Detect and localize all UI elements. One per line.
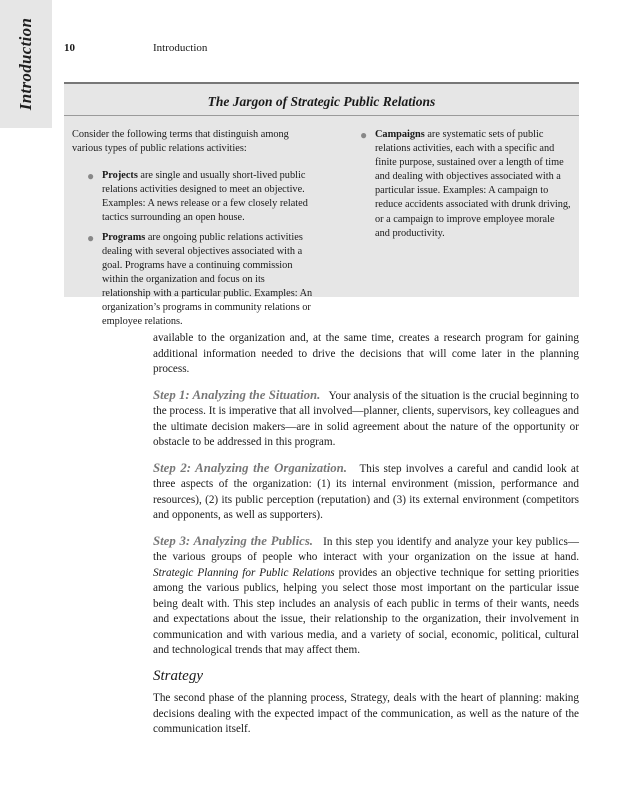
sidebar-title-rule [64, 115, 579, 116]
chapter-tab-label: Introduction [16, 17, 35, 111]
strategy-paragraph: The second phase of the planning process, Strategy, deals with the heart of planning: making decisions dealing with the expected impact of the communication, as well as the nature of the communication itself. [153, 692, 579, 735]
continuation-paragraph: available to the organization and, at the same time, creates a research program for gaining additional information needed to drive the decisions that will come later in the planning process. [153, 332, 579, 375]
step1-text: Your analysis of the situation is the crucial beginning to the process. It is imperative that all involved—planner, clients, supervisors, key colleagues and the ultimate decision makers—are in solid agreement about the nature of the opportunity or obstacle to be addressed in this program. [153, 389, 579, 448]
jargon-sidebar-box [64, 82, 579, 328]
strategy-heading: Strategy [153, 667, 203, 684]
running-title: Introduction [153, 42, 208, 54]
bullet-dot-icon: ● [87, 169, 95, 184]
running-header [64, 42, 585, 62]
sidebar-item-programs [86, 231, 314, 330]
definition-projects: are single and usually short-lived public relations activities designed to meet an objective. Examples: A news release or a few closely related tactics surrounding an open house. [102, 170, 308, 224]
step3-text-after: provides an objective technique for setting priorities among the various publics, helping you select those most important on the particular issue being dealt with. This step includes an analysis of each public in terms of their wants, needs and expectations about the issue, their relationship to the organization, their involvement in communication and with various media, and a variety of social, economic, political, cultural and technological trends that may affect them. [153, 566, 579, 656]
term-projects: Projects [102, 170, 138, 182]
step2-heading: Step 2: Analyzing the Organization. [153, 460, 347, 475]
sidebar-title: The Jargon of Strategic Public Relations [207, 94, 436, 109]
step3-paragraph [153, 534, 579, 659]
definition-programs: are ongoing public relations activities dealing with several objectives associated with a goal. Programs have a continuing commission within the organization and focus on its relationship with a particular public. Examples: An organization’s programs in community relations or employee relations. [102, 231, 313, 328]
definition-campaigns: are systematic sets of public relations activities, each with a specific and finite purpose, sustained over a length of time and dealing with objectives associated with a particular issue. Examples: A campaign to reduce accidents associated with drunk driving, or a campaign to improve employee morale and productivity. [375, 129, 571, 239]
term-campaigns: Campaigns [375, 129, 425, 140]
bullet-dot-icon: ● [87, 230, 95, 245]
sidebar-item-projects [86, 169, 314, 225]
sidebar-intro: Consider the following terms that distinguish among various types of public relations activities: [72, 129, 289, 155]
bullet-dot-icon: ● [360, 128, 368, 142]
step1-heading: Step 1: Analyzing the Situation. [153, 387, 321, 402]
step2-paragraph [153, 461, 579, 524]
page-number: 10 [64, 42, 75, 54]
main-text [153, 331, 579, 748]
sidebar-right-column [359, 128, 571, 241]
book-title: Strategic Planning for Public Relations [153, 566, 335, 579]
term-programs: Programs [102, 231, 146, 243]
sidebar-left-column [72, 128, 314, 329]
step1-paragraph [153, 388, 579, 451]
step2-text: This step involves a careful and candid look at three aspects of the organization: (1) its internal environment (mission, performance and resources), (2) its public perception (reputation) and (3) its external environment (competitors and opponents, as well as supporters). [153, 462, 579, 521]
chapter-side-tab [0, 0, 52, 128]
sidebar-item-campaigns [359, 128, 571, 241]
step3-heading: Step 3: Analyzing the Publics. [153, 533, 314, 548]
step3-text-before: In this step you identify and analyze your key publics—the various groups of people who interact with your organization on the issue at hand. [153, 535, 579, 563]
